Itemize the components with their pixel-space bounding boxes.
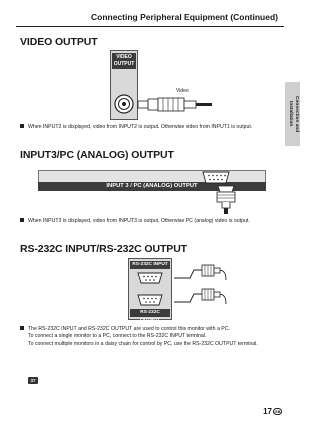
rs232c-note: [20, 326, 282, 348]
page-header: [0, 0, 300, 30]
rs232c-title: RS-232C INPUT/RS-232C OUTPUT: [20, 243, 187, 255]
rs232c-input-label: RS-232C INPUT: [130, 261, 170, 269]
input3-output-note-text: When INPUT3 is displayed, video from INPUT3 is output. Otherwise PC (analog) video is output.: [28, 218, 250, 224]
chapter-side-tab: [285, 82, 300, 146]
page-number: 17: [263, 407, 272, 416]
video-output-label-line1: VIDEO: [116, 54, 132, 60]
video-output-label: [112, 53, 136, 69]
input3-output-diagram: [38, 166, 270, 214]
page-reference-badge: 37: [28, 377, 38, 384]
input3-output-label: INPUT 3 / PC (ANALOG) OUTPUT: [38, 182, 266, 191]
dsub-port-icon: [202, 171, 230, 184]
language-gb-icon: GB: [274, 409, 281, 414]
vga-plug-icon: [214, 184, 238, 214]
rs232c-input-port-icon: [137, 272, 163, 284]
header-divider: [16, 26, 284, 27]
video-output-title: VIDEO OUTPUT: [20, 36, 98, 48]
bullet-square-icon: [20, 326, 24, 330]
bullet-square-icon: [20, 124, 24, 128]
rs232c-note-line2: To connect a single monitor to a PC, connect to the RS-232C INPUT terminal.: [28, 333, 207, 340]
video-output-note: [20, 124, 280, 131]
video-output-note-text: When INPUT2 is displayed, video from INPUT2 is output. Otherwise video from INPUT1 is output.: [28, 124, 253, 130]
page-header-title: Connecting Peripheral Equipment (Continued): [91, 12, 278, 22]
rs232c-note-line3: To connect multiple monitors in a daisy chain for control by PC, use the RS-232C OUTPUT terminal.: [28, 340, 258, 347]
rca-jack-icon: [114, 94, 134, 114]
input3-output-title: INPUT3/PC (ANALOG) OUTPUT: [20, 149, 174, 161]
rs232c-output-port-icon: [137, 294, 163, 306]
rs232c-diagram: [128, 258, 228, 323]
serial-cable-icon: [172, 260, 228, 320]
input3-output-note: [20, 218, 282, 225]
rs232c-note-line1: The RS-232C INPUT and RS-232C OUTPUT are used to control this monitor with a PC.: [28, 326, 230, 332]
video-cable-label: Video: [176, 88, 189, 94]
video-output-label-line2: OUTPUT: [113, 61, 135, 67]
rca-cable-icon: [136, 95, 230, 115]
rs232c-output-label: RS-232C OUTPUT: [130, 309, 170, 317]
chapter-side-tab-label: Connection and Installation: [288, 95, 299, 133]
bullet-square-icon: [20, 218, 24, 222]
video-output-diagram: [110, 50, 230, 120]
